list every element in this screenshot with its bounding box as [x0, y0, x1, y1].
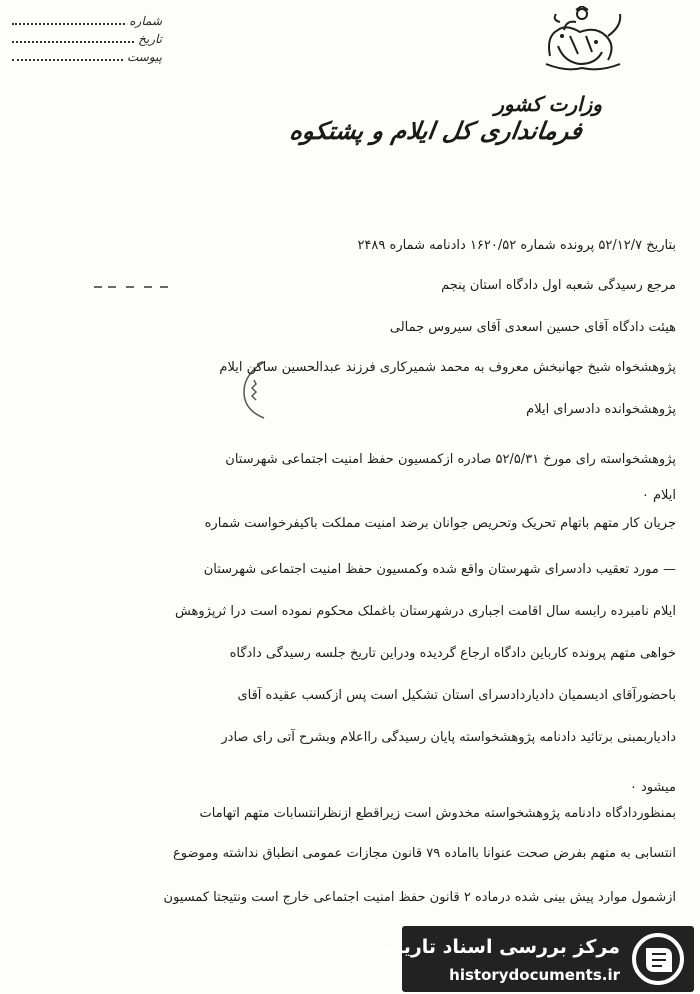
body-line: بتاریخ ۵۲/۱۲/۷ پرونده شماره ۱۶۲۰/۵۲ دادنامه شماره ۲۴۸۹ — [357, 238, 676, 253]
body-line: ایلام نامبرده رابسه سال اقامت اجباری درشهرستان باغملک محکوم نموده است درا ثرپژوهش — [174, 604, 676, 619]
governorate-title: فرمانداری کل ایلام و پشتکوه — [288, 116, 585, 145]
date-label: تاریخ — [138, 32, 162, 46]
body-line: پژوهشخواسته رای مورخ ۵۲/۵/۳۱ صادره ازکمسیون حفظ امنیت اجتماعی شهرستان — [225, 452, 676, 467]
body-line: بمنظوردادگاه دادنامه پژوهشخواسته مخدوش است زیراقطع ازنظرانتسابات متهم اتهامات — [199, 806, 676, 821]
body-line: مرجع رسیدگی شعبه اول دادگاه استان پنجم — [441, 278, 676, 293]
body-line: — مورد تعقیب دادسرای شهرستان واقع شده وکمسیون حفظ امنیت اجتماعی شهرستان — [203, 562, 676, 577]
ministry-title: وزارت کشور — [494, 92, 602, 116]
attachment-field — [12, 46, 162, 64]
header-fields — [12, 10, 162, 64]
handwritten-dashes — [92, 280, 172, 294]
body-line: دادیاربمبنی برتائید دادنامه پژوهشخواسته پایان رسیدگی رااعلام وبشرح آتی رای صادر — [221, 730, 676, 745]
archive-logo-icon — [630, 932, 686, 986]
archive-url: historydocuments.ir — [449, 966, 620, 984]
number-label: شماره — [129, 14, 162, 28]
body-line: ایلام ۰ — [641, 488, 676, 503]
body-line: باحضورآقای ادیسمیان دادیاردادسرای استان تشکیل است پس ازکسب عقیده آقای — [237, 688, 676, 703]
date-field — [12, 28, 162, 46]
attachment-label: پیوست — [127, 50, 162, 64]
body-line: هیئت دادگاه آقای حسین اسعدی آقای سیروس جمالی — [389, 320, 676, 335]
body-line: پژوهشخوانده دادسرای ایلام — [526, 402, 676, 417]
archive-name: مرکز بررسی اسناد تاریخی — [370, 936, 620, 958]
lion-and-sun-emblem — [536, 6, 628, 76]
body-line: جریان کار متهم باتهام تحریک وتحریص جوانان برضد امنیت مملکت باکیفرخواست شماره — [204, 516, 676, 531]
body-line: ازشمول موارد پیش بینی شده درماده ۲ قانون حفظ امنیت اجتماعی خارج است ونتیجتا کمسیون — [163, 890, 676, 905]
body-line: پژوهشخواه شیخ جهانبخش معروف به محمد شمیرکاری فرزند عبدالحسین ساکن ایلام — [219, 360, 676, 375]
body-line: میشود ۰ — [629, 780, 676, 795]
watermark-banner — [370, 926, 694, 992]
body-line: خواهی متهم پرونده کارباین دادگاه ارجاع گردیده ودراین تاریخ جلسه رسیدگی دادگاه — [229, 646, 676, 661]
body-line: انتسابی به متهم بفرض صحت عنوانا بااماده ۷۹ قانون مجازات عمومی انطباق نداشته وموضوع — [172, 846, 676, 861]
number-field — [12, 10, 162, 28]
